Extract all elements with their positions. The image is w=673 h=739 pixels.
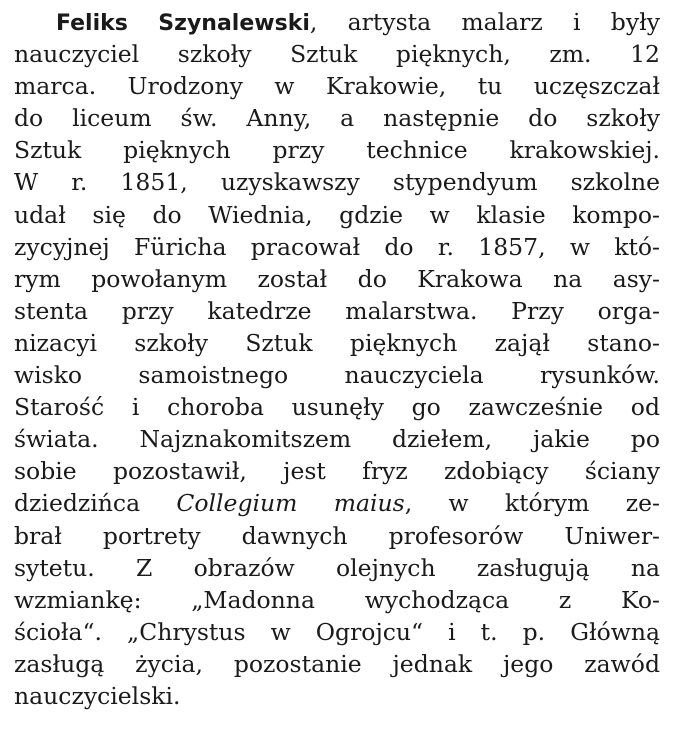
text-line: wzmiankę: „Madonna wychodząca z Ko- xyxy=(14,585,660,614)
text-line: rym powołanym został do Krakowa na asy- xyxy=(14,264,660,293)
obituary-paragraph xyxy=(14,6,660,712)
text-line: brał portrety dawnych profesorów Uniwer- xyxy=(14,521,660,550)
person-name: Feliks Szynalewski xyxy=(56,11,310,36)
text-line: nauczycielski. xyxy=(14,681,181,710)
text-line: wisko samoistnego nauczyciela rysunków. xyxy=(14,361,660,390)
text-line: sobie pozostawił, jest fryz zdobiący ściany xyxy=(14,457,660,486)
text-line: Sztuk pięknych przy technice krakowskiej. xyxy=(14,136,660,165)
text-line: do liceum św. Anny, a następnie do szkoły xyxy=(14,104,660,133)
text-segment: dziedzińca xyxy=(14,489,177,518)
text-line: nizacyi szkoły Sztuk pięknych zajął stano- xyxy=(14,328,660,357)
text-line: zasługą życia, pozostanie jednak jego zawód xyxy=(14,649,660,678)
text-line: zycyjnej Füricha pracował do r. 1857, w któ- xyxy=(14,232,660,261)
text-segment: , w którym ze- xyxy=(404,489,660,518)
text-line: świata. Najznakomitszem dziełem, jakie po xyxy=(14,425,660,454)
text-line: udał się do Wiednia, gdzie w klasie kompo- xyxy=(14,200,660,229)
text-line: sytetu. Z obrazów olejnych zasługują na xyxy=(14,553,660,582)
text-segment: , artysta malarz i były xyxy=(309,8,660,36)
text-line: Starość i choroba usunęły go zawcześnie od xyxy=(14,393,660,422)
text-line: ścioła“. „Chrystus w Ogrojcu“ i t. p. Główną xyxy=(14,617,660,646)
text-line: stenta przy katedrze malarstwa. Przy orga- xyxy=(14,296,660,325)
text-line: marca. Urodzony w Krakowie, tu uczęszczał xyxy=(14,72,660,101)
text-line xyxy=(14,6,660,38)
text-line xyxy=(14,487,660,519)
italic-title: Collegium maius xyxy=(176,489,405,518)
text-line: nauczyciel szkoły Sztuk pięknych, zm. 12 xyxy=(14,40,660,69)
text-line: W r. 1851, uzyskawszy stypendyum szkolne xyxy=(14,168,660,197)
